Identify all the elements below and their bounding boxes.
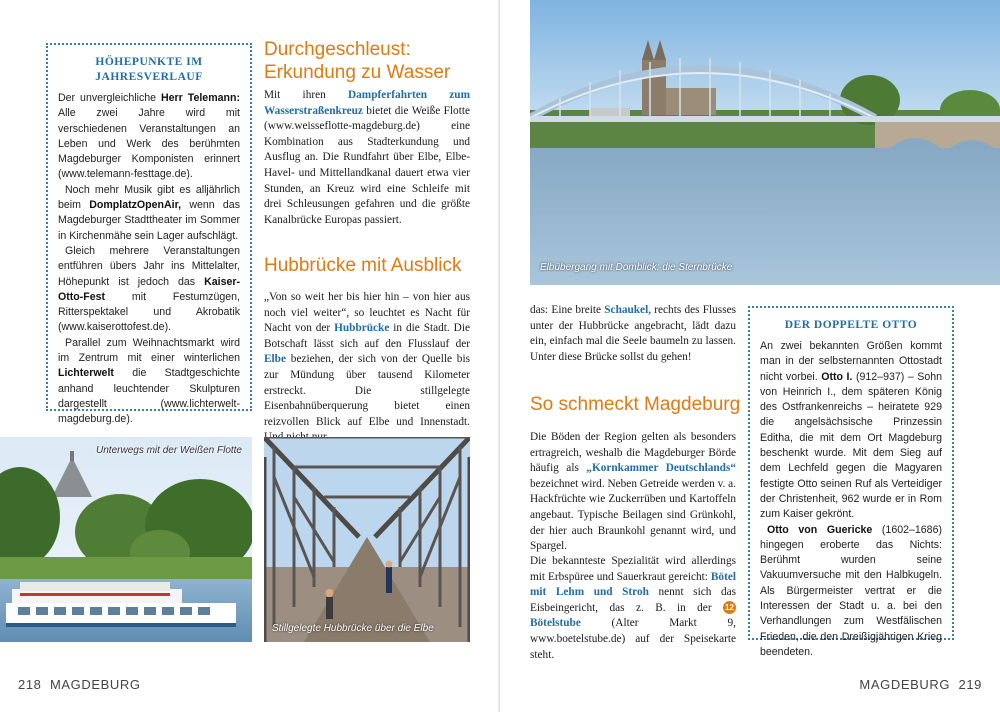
info-box-paragraph: An zwei bekannten Größen kommt man in der selbsternannten Ottostadt nicht vorbei. Otto I. (912–937) – Sohn von Heinrich I., dem späteren König des Ostfrankenreichs – heiratete 929 die angelsächsische Prinzessin Editha, die mit dem Ort Magdeburg beschenkt wurde. Mit dem Sieg auf dem Lechfeld gegen die Magyaren festigte Otto seinen Ruf als Verteidiger der Christenheit, 962 wurde er in Rom zum Kaiser gekrönt. [760, 340, 942, 521]
info-box-paragraph: Der unvergleichliche Herr Telemann: Alle zwei Jahre wird mit verschiedenen Veranstaltungen an Leben und Werk des berühmten Magdeburger Komponisten erinnert (www.telemann-festtage.de). [58, 92, 240, 181]
info-box-title: DER DOPPELTE OTTO [784, 319, 918, 331]
section-heading-food: So schmeckt Magdeburg [530, 394, 741, 415]
info-box-paragraph: Otto von Guericke (1602–1686) hingegen eroberte das Nichts: Berühmt wurden seine Vakuumversuche mit den Halbkugeln. Als Bürgermeister vertrat er die Interessen der Stadt u. a. bei den Verhandlungen zum Westfälischen Frieden, die den Dreißigjährigen Krieg beendeten. [760, 523, 942, 658]
info-box-paragraph: Parallel zum Weihnachtsmarkt wird im Zentrum mit einer winterlichen Lichterwelt die Stadtgeschichte anhand leuchtender Skulpturen dargestellt (www.lichterwelt-magdeburg.de). [58, 336, 240, 426]
body-paragraph-bridge: „Von so weit her bis hier hin – von hier aus noch viel weiter“, so leuchtet es Nacht für Nacht von der Hubbrücke in die Stadt. Die Botschaft lässt sich auf den Flusslauf der Elbe beziehen, der sich von der Quelle bis zur Mündung über tausend Kilometer erstreckt. Die stillgelegte Eisenbahnüberquerung bietet einen reizvollen Blick auf Elbe und Innenstadt. [264, 291, 470, 428]
page-number: 219 [958, 677, 982, 692]
photo-caption: Unterwegs mit der Weißen Flotte [96, 445, 242, 456]
info-box-otto [748, 306, 954, 658]
bridge-illustration [264, 437, 470, 642]
photo-caption: Elbübergang mit Domblick: die Sternbrücke [540, 262, 733, 273]
photo-star-bridge [530, 0, 1000, 285]
running-title: MAGDEBURG [49, 677, 141, 692]
boat-illustration [0, 437, 252, 642]
page-footer-left [18, 677, 141, 692]
photo-caption: Stillgelegte Hubbrücke über die Elbe [272, 623, 434, 634]
photo-white-fleet [0, 437, 252, 642]
body-paragraph-water: Mit ihren Dampferfahrten zum Wasserstraßenkreuz bietet die Weiße Flotte (www.weisseflotte-magdeburg.de) eine Kombination aus Stadterkundung und Ausflug an. Die Rundfahrt über Elbe, Elbe-Havel- und Mittellandkanal dauert etwa vier Stunden, an Kreuz wird eine Schleife mit drei Schleusungen gefahren und die größte Kanalbrücke Europas passiert. [264, 89, 470, 226]
section-heading-water: Durchgeschleust: Erkundung zu Wasser [264, 39, 451, 83]
body-paragraph-swing: das: Eine breite Schaukel, rechts des Flusses unter der Hubbrücke angebracht, lädt dazu ein, einfach mal die Seele baumeln zu lassen. Unter diese Brücke sollst du gehen! [530, 304, 736, 363]
right-page [500, 0, 1000, 712]
body-paragraph-food: Die Böden der Region gelten als besonders ertragreich, weshalb die Magdeburger Börde häufig als „Kornkammer Deutschlands“ bezeichnet wird. Neben Getreide werden v. a. Hackfrüchte wie Zuckerrüben und Kartoffeln angebaut. Typische Beilagen sind Grünkohl, der hier auch Braunkohl genannt wird, und Spargel. [530, 431, 737, 553]
section-heading-bridge: Hubbrücke mit Ausblick [264, 255, 462, 276]
info-box-title: HÖHEPUNKTE IM JAHRESVERLAUF [95, 56, 203, 83]
page-footer-right [859, 677, 982, 692]
info-box-highlights [46, 43, 252, 426]
info-box-paragraph: Noch mehr Musik gibt es alljährlich beim DomplatzOpenAir, wenn das Magdeburger Stadttheater im Sommer in Kirchenmähe sein Lager aufschlägt. [58, 183, 241, 242]
page-number: 218 [18, 677, 42, 692]
running-title: MAGDEBURG [859, 677, 951, 692]
body-paragraph-specialty: Die bekannteste Spezialität wird allerdings mit Erbspüree und Sauerkraut gereicht: Bötel mit Lehm und Stroh nennt sich das Eisbeingericht, das z. B. in der 12 Bötelstube (Alter Markt 9, www.boetelstube.de) auf der Speisekarte steht. [530, 555, 736, 661]
photo-lift-bridge [264, 437, 470, 642]
map-number-badge: 12 [723, 601, 736, 614]
star-bridge-illustration [530, 0, 1000, 285]
info-box-paragraph: Gleich mehrere Veranstaltungen entführen übers Jahr ins Mittelalter, Höhepunkt ist jedoch das Kaiser-Otto-Fest mit Festumzügen, Ritterspektakel und Akrobatik (www.kaiserottofest.de). [58, 244, 240, 334]
